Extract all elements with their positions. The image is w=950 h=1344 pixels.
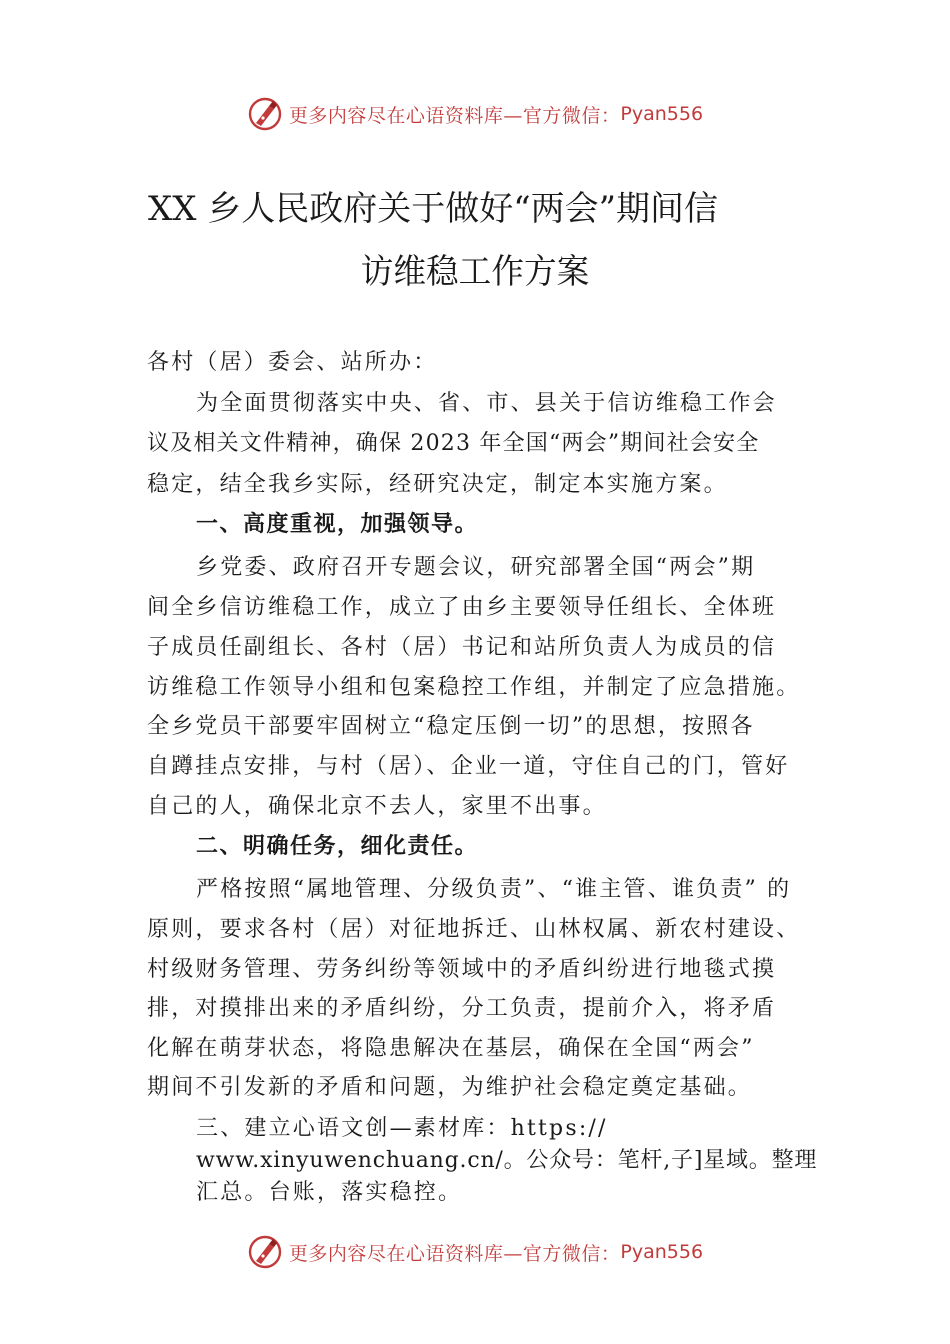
section-1-line: 访维稳工作领导小组和包案稳控工作组，并制定了应急措施。 bbox=[147, 675, 801, 700]
banner-text: 更多内容尽在心语资料库—官方微信： bbox=[288, 104, 621, 127]
section-2-line: 化解在萌芽状态，将隐患解决在基层，确保在全国“两会” bbox=[147, 1036, 755, 1061]
section-2-line: 原则，要求各村（居）对征地拆迁、山林权属、新农村建设、 bbox=[147, 917, 801, 942]
intro-line: 为全面贯彻落实中央、省、市、县关于信访维稳工作会 bbox=[196, 391, 777, 416]
section-3-line: 汇总。台账，落实稳控。 bbox=[196, 1180, 463, 1205]
salutation: 各村（居）委会、站所办： bbox=[147, 350, 438, 375]
section-3-line: www.xinyuwenchuang.cn/。公众号：笔杆,子]星域。整理 bbox=[196, 1148, 818, 1173]
intro-line: 稳定，结全我乡实际，经研究决定，制定本实施方案。 bbox=[147, 472, 728, 497]
document-title-line-1: XX 乡人民政府关于做好“两会”期间信 bbox=[148, 189, 718, 229]
watermark-banner-top bbox=[0, 92, 950, 136]
pen-nib-logo-icon bbox=[247, 96, 283, 132]
section-3-line: 三、建立心语文创—素材库：https:// bbox=[196, 1116, 608, 1141]
section-1-heading: 一、高度重视，加强领导。 bbox=[196, 512, 479, 537]
section-1-line: 乡党委、政府召开专题会议，研究部署全国“两会”期 bbox=[196, 555, 756, 580]
section-1-line: 全乡党员干部要牢固树立“稳定压倒一切”的思想，按照各 bbox=[147, 714, 755, 739]
document-title-line-2: 访维稳工作方案 bbox=[360, 252, 590, 292]
section-2-line: 排，对摸排出来的矛盾纠纷，分工负责，提前介入，将矛盾 bbox=[147, 996, 777, 1021]
section-1-line: 自蹲挂点安排，与村（居）、企业一道，守住自己的门，管好 bbox=[147, 754, 790, 779]
section-2-line: 村级财务管理、劳务纠纷等领域中的矛盾纠纷进行地毯式摸 bbox=[147, 957, 777, 982]
banner-wechat-id: Pyan556 bbox=[620, 103, 704, 125]
pen-nib-logo-icon bbox=[247, 1234, 283, 1270]
section-2-heading: 二、明确任务，细化责任。 bbox=[196, 834, 479, 859]
intro-line: 议及相关文件精神，确保 2023 年全国“两会”期间社会安全 bbox=[147, 431, 760, 456]
section-2-line: 期间不引发新的矛盾和问题，为维护社会稳定奠定基础。 bbox=[147, 1075, 753, 1100]
section-1-line: 间全乡信访维稳工作，成立了由乡主要领导任组长、全体班 bbox=[147, 595, 777, 620]
section-2-line: 严格按照“属地管理、分级负责”、“谁主管、谁负责” 的 bbox=[196, 877, 792, 902]
section-1-line: 子成员任副组长、各村（居）书记和站所负责人为成员的信 bbox=[147, 635, 777, 660]
watermark-banner-bottom bbox=[0, 1230, 950, 1274]
section-1-line: 自己的人，确保北京不去人，家里不出事。 bbox=[147, 794, 607, 819]
banner-wechat-id: Pyan556 bbox=[620, 1241, 704, 1263]
banner-text: 更多内容尽在心语资料库—官方微信： bbox=[288, 1242, 621, 1265]
